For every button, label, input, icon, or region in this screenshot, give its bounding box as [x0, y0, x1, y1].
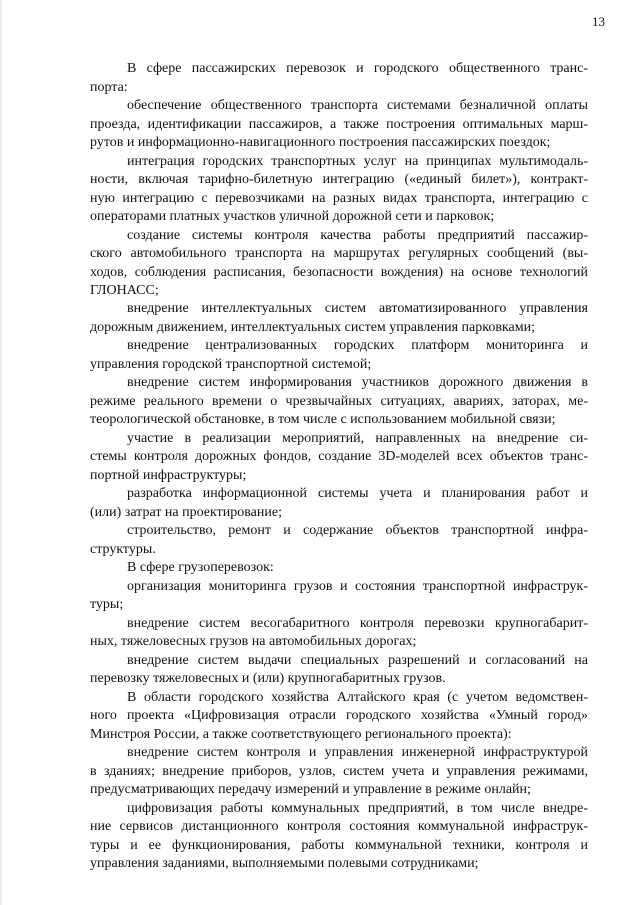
text-line: создание системы контроля качества работы предприятий пассажир-	[127, 228, 588, 243]
text-line: туры и ее функционирования, работы коммунальной техники, контроля и	[90, 838, 588, 853]
text-line: в зданиях; внедрение приборов, узлов, систем учета и управления режимами,	[90, 764, 588, 779]
text-line: В сфере грузоперевозок:	[127, 560, 274, 575]
text-line: ского автомобильного транспорта на маршрутах регулярных сообщений (вы-	[90, 246, 588, 261]
text-line: внедрение систем весогабаритного контроля перевозки крупногабарит-	[127, 616, 588, 631]
text-line: теорологической обстановке, в том числе с использованием мобильной связи;	[90, 412, 556, 427]
text-line: внедрение систем контроля и управления инженерной инфраструктурой	[127, 745, 588, 760]
text-line: ности, включая тарифно-билетную интеграцию («единый билет»), контракт-	[90, 172, 588, 187]
text-line: портной инфраструктуры;	[90, 468, 247, 483]
text-line: ного проекта «Цифровизация отрасли городского хозяйства «Умный город»	[90, 708, 588, 723]
text-line: (или) затрат на проектирование;	[90, 505, 282, 520]
text-line: внедрение централизованных городских платформ мониторинга и	[127, 338, 588, 353]
text-line: цифровизация работы коммунальных предприятий, в том числе внедре-	[127, 801, 588, 816]
text-line: строительство, ремонт и содержание объектов транспортной инфра-	[127, 523, 588, 538]
text-line: внедрение интеллектуальных систем автоматизированного управления	[127, 301, 588, 316]
text-line: разработка информационной системы учета и планирования работ и	[127, 486, 588, 501]
text-line: ние сервисов дистанционного контроля состояния коммунальной инфраструк-	[90, 819, 588, 834]
text-line: структуры.	[90, 542, 156, 557]
text-line: проезда, идентификации пассажиров, а также построения оптимальных марш-	[90, 117, 588, 132]
text-line: управления заданиями, выполняемыми полевыми сотрудниками;	[90, 856, 479, 871]
text-line: ную интеграцию с перевозчиками на разных видах транспорта, интеграцию с	[90, 191, 588, 206]
text-line: ходов, соблюдения расписания, безопасности вождения) на основе технологий	[90, 265, 588, 280]
text-line: рутов и информационно-навигационного построения пассажирских поездок;	[90, 135, 551, 150]
text-line: предусматривающих передачу измерений и управление в режиме онлайн;	[90, 782, 531, 797]
text-line: внедрение систем информирования участников дорожного движения в	[127, 375, 588, 390]
text-line: интеграция городских транспортных услуг на принципах мультимодаль-	[127, 154, 588, 169]
text-line: перевозку тяжеловесных и (или) крупногабаритных грузов.	[90, 671, 446, 686]
text-line: организация мониторинга грузов и состояния транспортной инфраструк-	[127, 579, 588, 594]
text-line: В области городского хозяйства Алтайского края (с учетом ведомствен-	[127, 690, 588, 705]
text-line: ных, тяжеловесных грузов на автомобильных дорогах;	[90, 634, 417, 649]
text-line: участие в реализации мероприятий, направленных на внедрение си-	[127, 431, 588, 446]
text-line: операторами платных участков уличной дорожной сети и парковок;	[90, 209, 495, 224]
text-line: Минстроя России, а также соответствующего регионального проекта):	[90, 727, 512, 742]
text-line: стемы контроля дорожных фондов, создание 3D-моделей всех объектов транс-	[90, 449, 588, 464]
scan-edge-shadow	[0, 0, 3, 905]
text-line: ГЛОНАСС;	[90, 283, 159, 298]
page-number: 13	[592, 14, 605, 29]
text-line: туры;	[90, 597, 124, 612]
text-line: режиме реального времени о чрезвычайных ситуациях, авариях, заторах, ме-	[90, 394, 588, 409]
text-line: внедрение систем выдачи специальных разрешений и согласований на	[127, 653, 588, 668]
text-line: управления городской транспортной системой;	[90, 357, 372, 372]
text-line: В сфере пассажирских перевозок и городского общественного транс-	[127, 61, 588, 76]
text-line: порта:	[90, 80, 128, 95]
text-line: дорожным движением, интеллектуальных систем управления парковками;	[90, 320, 535, 335]
text-line: обеспечение общественного транспорта системами безналичной оплаты	[127, 98, 588, 113]
